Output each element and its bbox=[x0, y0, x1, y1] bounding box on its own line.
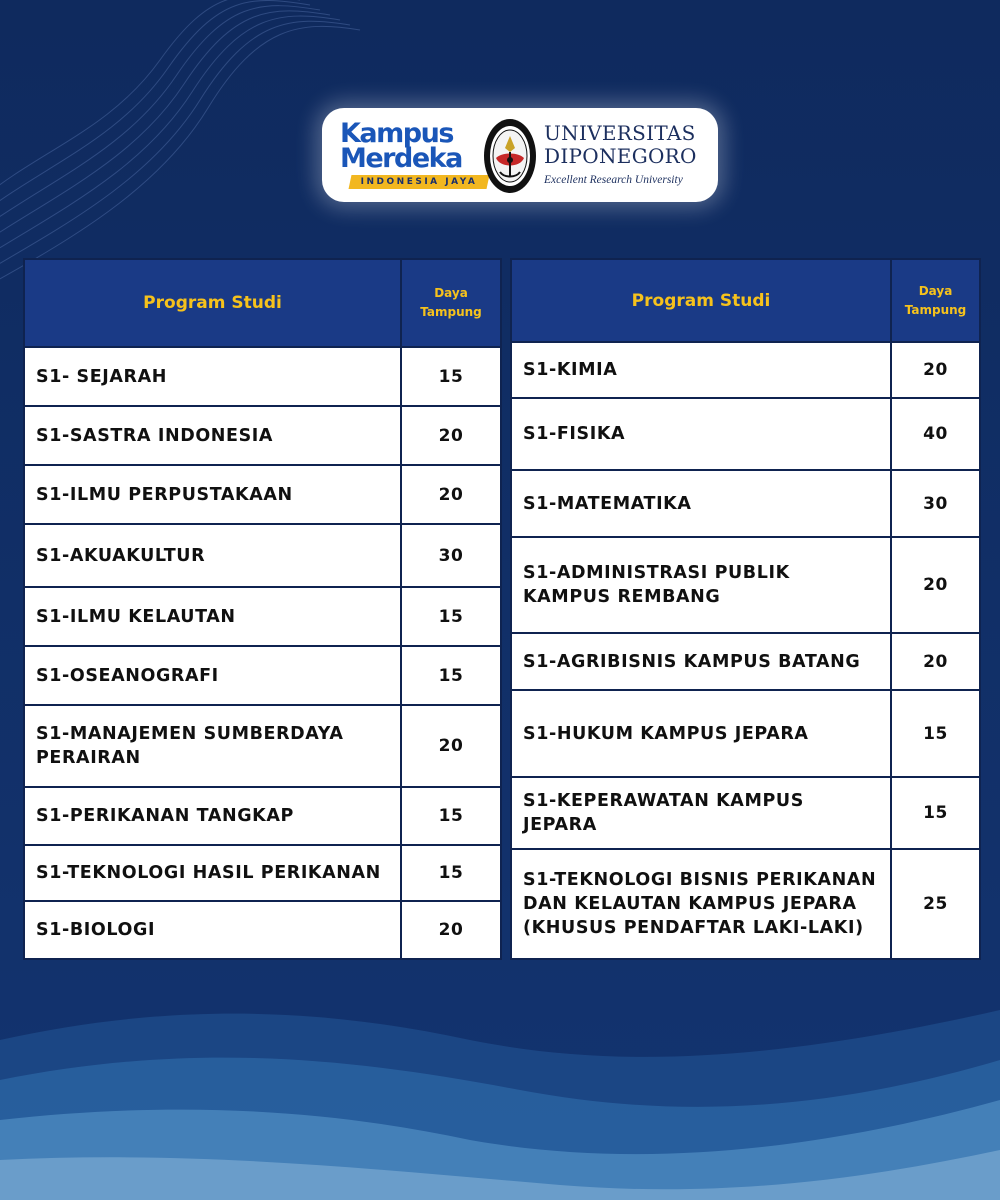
header-daya-tampung bbox=[891, 259, 980, 342]
program-name: S1-BIOLOGI bbox=[24, 901, 401, 959]
table-row bbox=[24, 465, 501, 524]
table-row bbox=[24, 524, 501, 587]
kampus-merdeka-line1: Kampus bbox=[340, 118, 453, 149]
header-daya: Daya bbox=[918, 283, 953, 298]
capacity-value: 30 bbox=[401, 524, 501, 587]
capacity-value: 15 bbox=[401, 347, 501, 406]
capacity-value: 25 bbox=[891, 849, 980, 959]
table-row bbox=[24, 787, 501, 845]
table-row bbox=[511, 537, 980, 633]
table-row bbox=[24, 845, 501, 901]
capacity-value: 20 bbox=[891, 342, 980, 398]
university-tagline: Excellent Research University bbox=[544, 174, 683, 186]
header-program-studi: Program Studi bbox=[511, 259, 891, 342]
capacity-value: 30 bbox=[891, 470, 980, 537]
program-name: S1-ILMU PERPUSTAKAAN bbox=[24, 465, 401, 524]
table-row bbox=[24, 646, 501, 705]
table-header-row bbox=[24, 259, 501, 347]
diponegoro-seal-icon bbox=[482, 116, 538, 196]
capacity-value: 20 bbox=[891, 633, 980, 690]
table-row bbox=[24, 347, 501, 406]
table-header-row bbox=[511, 259, 980, 342]
table-row bbox=[511, 849, 980, 959]
header-daya-tampung bbox=[401, 259, 501, 347]
kampus-merdeka-line2: Merdeka bbox=[340, 143, 462, 174]
program-name: S1-OSEANOGRAFI bbox=[24, 646, 401, 705]
program-name: S1-TEKNOLOGI HASIL PERIKANAN bbox=[24, 845, 401, 901]
program-table-left bbox=[23, 258, 502, 960]
program-name: S1- SEJARAH bbox=[24, 347, 401, 406]
capacity-value: 20 bbox=[401, 901, 501, 959]
table-row bbox=[511, 342, 980, 398]
indonesia-jaya-banner bbox=[349, 175, 490, 189]
university-name-line1: UNIVERSITAS bbox=[544, 121, 696, 145]
table-row bbox=[24, 587, 501, 646]
indonesia-jaya-text: INDONESIA JAYA bbox=[360, 177, 478, 187]
capacity-value: 20 bbox=[401, 705, 501, 787]
program-name: S1-PERIKANAN TANGKAP bbox=[24, 787, 401, 845]
table-row bbox=[24, 901, 501, 959]
table-row bbox=[511, 470, 980, 537]
capacity-value: 15 bbox=[891, 690, 980, 777]
capacity-value: 15 bbox=[401, 587, 501, 646]
program-name: S1-MATEMATIKA bbox=[511, 470, 891, 537]
program-name: S1-TEKNOLOGI BISNIS PERIKANAN DAN KELAUTAN KAMPUS JEPARA (KHUSUS PENDAFTAR LAKI-LAKI) bbox=[511, 849, 891, 959]
program-table-right bbox=[510, 258, 981, 960]
program-name: S1-ADMINISTRASI PUBLIK KAMPUS REMBANG bbox=[511, 537, 891, 633]
capacity-value: 20 bbox=[401, 406, 501, 465]
program-name: S1-AKUAKULTUR bbox=[24, 524, 401, 587]
table-row bbox=[24, 406, 501, 465]
header-tampung: Tampung bbox=[904, 302, 967, 317]
capacity-value: 20 bbox=[891, 537, 980, 633]
capacity-value: 15 bbox=[401, 646, 501, 705]
program-name: S1-KIMIA bbox=[511, 342, 891, 398]
header-program-studi: Program Studi bbox=[24, 259, 401, 347]
university-wordmark bbox=[544, 122, 714, 186]
program-name: S1-HUKUM KAMPUS JEPARA bbox=[511, 690, 891, 777]
program-name: S1-MANAJEMEN SUMBERDAYA PERAIRAN bbox=[24, 705, 401, 787]
kampus-merdeka-logo bbox=[340, 120, 500, 202]
program-name: S1-ILMU KELAUTAN bbox=[24, 587, 401, 646]
university-name-line2: DIPONEGORO bbox=[544, 144, 697, 168]
capacity-value: 15 bbox=[401, 787, 501, 845]
header-daya: Daya bbox=[434, 286, 468, 300]
table-row bbox=[511, 690, 980, 777]
capacity-value: 40 bbox=[891, 398, 980, 470]
logo-card bbox=[322, 108, 718, 202]
capacity-value: 15 bbox=[891, 777, 980, 849]
table-row bbox=[511, 633, 980, 690]
program-name: S1-KEPERAWATAN KAMPUS JEPARA bbox=[511, 777, 891, 849]
table-row bbox=[511, 777, 980, 849]
header-tampung: Tampung bbox=[420, 305, 482, 319]
table-row bbox=[511, 398, 980, 470]
capacity-value: 15 bbox=[401, 845, 501, 901]
capacity-value: 20 bbox=[401, 465, 501, 524]
program-name: S1-FISIKA bbox=[511, 398, 891, 470]
table-row bbox=[24, 705, 501, 787]
program-name: S1-SASTRA INDONESIA bbox=[24, 406, 401, 465]
program-name: S1-AGRIBISNIS KAMPUS BATANG bbox=[511, 633, 891, 690]
